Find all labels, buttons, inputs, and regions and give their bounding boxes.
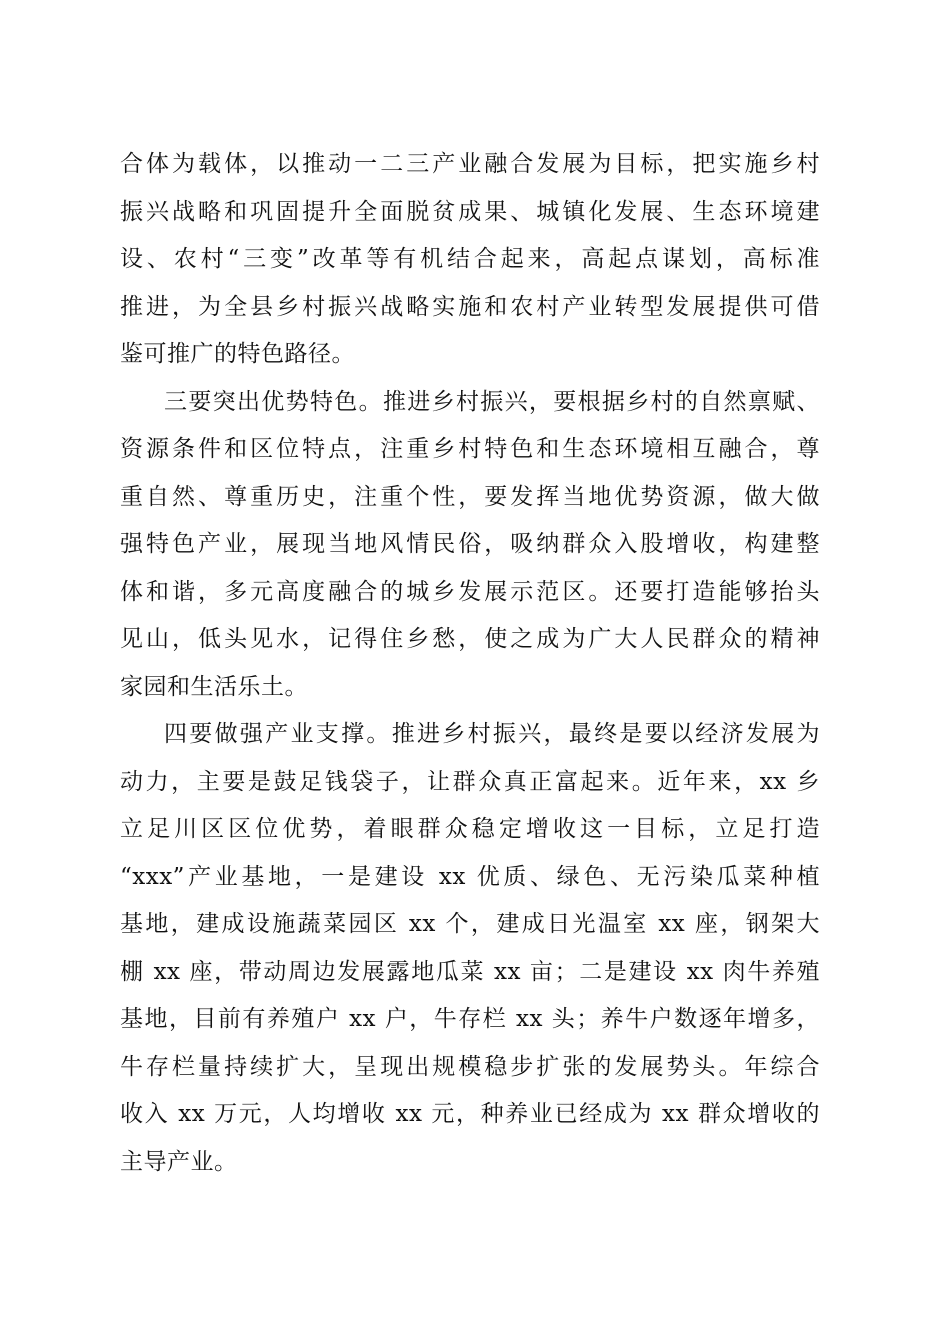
text-line: 基地，建成设施蔬菜园区 xx 个，建成日光温室 xx 座，钢架大 [120,911,820,937]
text-line: 立足川区区位优势，着眼群众稳定增收这一目标，立足打造 [120,816,820,842]
paragraph-1 [120,141,820,379]
text-line: 设、农村“三变”改革等有机结合起来，高起点谋划，高标准 [120,246,820,272]
text-line: 四要做强产业支撑。推进乡村振兴，最终是要以经济发展为 [164,721,820,747]
text-line: 振兴战略和巩固提升全面脱贫成果、城镇化发展、生态环境建 [120,198,820,225]
text-line: 强特色产业，展现当地风情民俗，吸纳群众入股增收，构建整 [120,531,820,557]
text-line: 鉴可推广的特色路径。 [120,341,355,367]
text-line: 棚 xx 座，带动周边发展露地瓜菜 xx 亩；二是建设 xx 肉牛养殖 [120,958,820,985]
text-line: 动力，主要是鼓足钱袋子，让群众真正富起来。近年来，xx 乡 [120,768,820,795]
document-body [120,141,820,1186]
paragraph-2 [120,379,820,712]
text-line: 主导产业。 [120,1148,238,1175]
text-line: 家园和生活乐土。 [120,673,308,700]
text-line: 资源条件和区位特点，注重乡村特色和生态环境相互融合，尊 [120,436,820,462]
text-line: 牛存栏量持续扩大，呈现出规模稳步扩张的发展势头。年综合 [120,1053,820,1080]
text-line: 收入 xx 万元，人均增收 xx 元，种养业已经成为 xx 群众增收的 [120,1101,820,1127]
text-line: 体和谐，多元高度融合的城乡发展示范区。还要打造能够抬头 [120,578,820,605]
text-line: 基地，目前有养殖户 xx 户，牛存栏 xx 头；养牛户数逐年增多， [120,1006,820,1032]
text-line: 三要突出优势特色。推进乡村振兴，要根据乡村的自然禀赋、 [164,388,820,415]
paragraph-3 [120,711,820,1186]
text-line: 见山，低头见水，记得住乡愁，使之成为广大人民群众的精神 [120,626,820,652]
text-line: 重自然、尊重历史，注重个性，要发挥当地优势资源，做大做 [120,483,820,510]
text-line: 合体为载体，以推动一二三产业融合发展为目标，把实施乡村 [120,151,820,177]
text-line: “xxx”产业基地，一是建设 xx 优质、绿色、无污染瓜菜种植 [120,863,820,890]
text-line: 推进，为全县乡村振兴战略实施和农村产业转型发展提供可借 [120,293,820,320]
